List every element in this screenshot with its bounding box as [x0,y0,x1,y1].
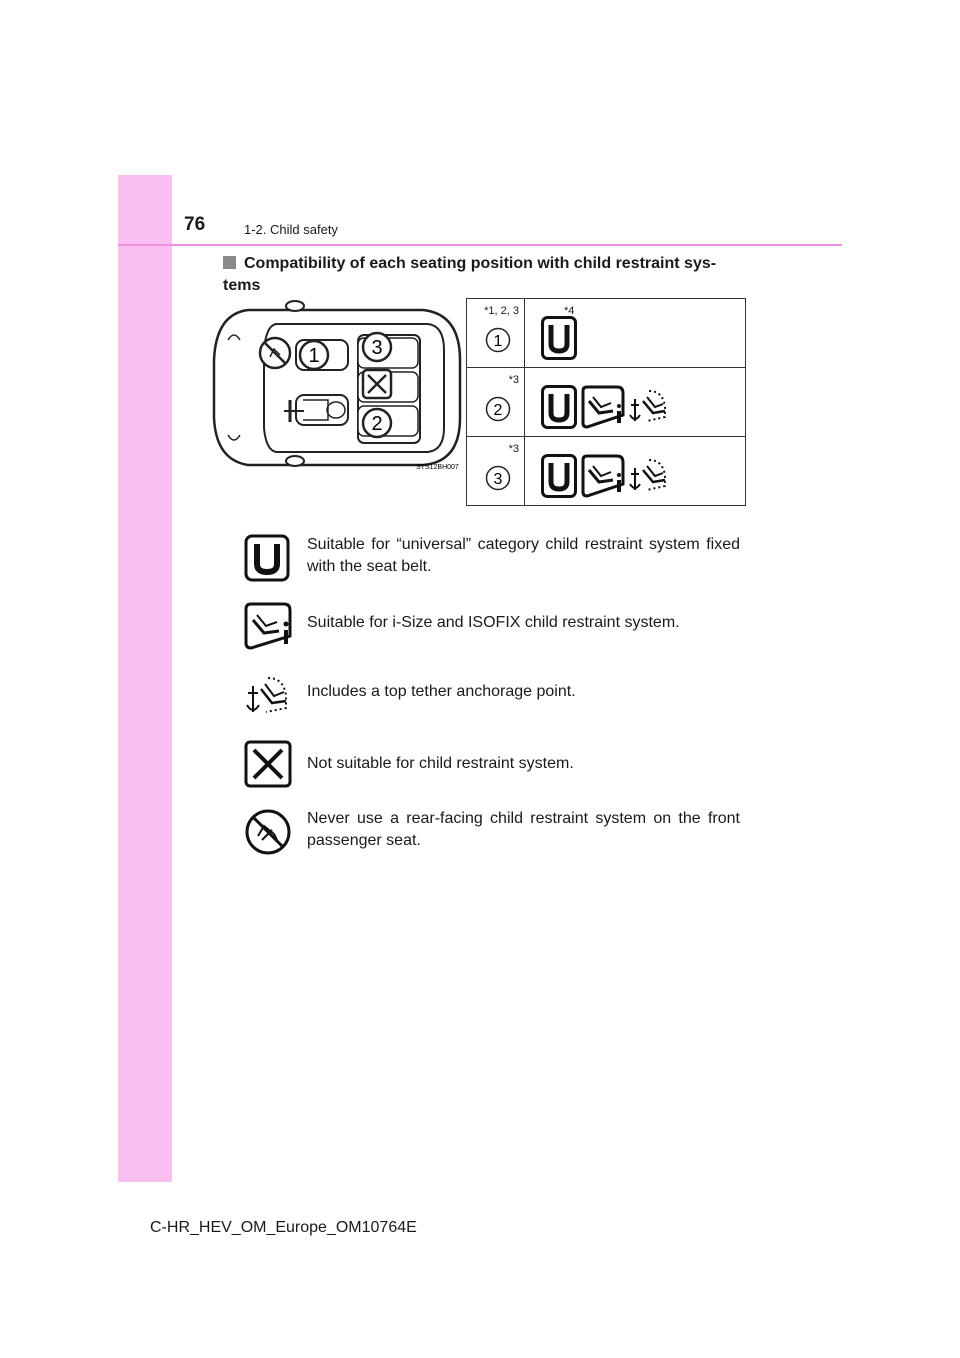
isofix-icon [581,454,625,498]
svg-text:1: 1 [493,333,503,350]
footnote-ref: *3 [508,374,519,386]
seat-cell [467,437,525,506]
seat-3-label: 3 [371,337,383,359]
top-tether-icon [629,456,669,496]
legend-item [244,534,740,582]
legend-item [244,808,740,856]
seat-2-label: 2 [371,413,383,435]
icons-cell [525,368,746,437]
isofix-icon [244,602,292,650]
seat-cell [467,368,525,437]
svg-text:2: 2 [493,402,503,419]
driver-head [327,402,345,418]
table-row [467,437,746,506]
universal-icon [541,385,577,429]
seat-1-label: 1 [308,345,320,367]
legend-text: Never use a rear-facing child restraint system on the front passenger seat. [307,810,740,849]
section-title: 1-2. Child safety [244,222,338,237]
table-row [467,299,746,368]
seat-cell [467,299,525,368]
top-tether-icon [244,672,292,720]
footnote-ref: *1, 2, 3 [484,305,519,317]
seat-number-icon [485,396,511,422]
isofix-icon [581,385,625,429]
footnote-ref: *3 [508,443,519,455]
legend-text: Suitable for i-Size and ISOFIX child restraint system. [307,614,680,631]
side-band [118,175,172,1182]
svg-text:3: 3 [493,471,503,488]
universal-icon [541,316,577,360]
header-divider [118,244,842,246]
universal-icon [244,534,292,582]
table-row [467,368,746,437]
icons-cell [525,437,746,506]
legend-item [244,602,680,650]
mirror-right [286,456,304,466]
legend-text: Suitable for “universal” category child restraint system fixed with the seat belt. [307,536,740,575]
compatibility-table [466,298,746,506]
heading-text: Compatibility of each seating position with child restraint sys- tems [223,255,717,294]
bullet-square-icon [223,256,236,269]
footer-doc-code: C-HR_HEV_OM_Europe_OM10764E [150,1219,417,1236]
mirror-left [286,301,304,311]
not-suitable-icon [244,740,292,788]
page-number: 76 [184,214,206,235]
legend-item [244,740,574,788]
seat-number-icon [485,327,511,353]
figure-code: STS12BH007 [416,464,459,471]
legend-item [244,672,576,720]
footnote-ref: *4 [564,305,575,317]
car-seating-diagram [208,300,468,475]
universal-icon [541,454,577,498]
legend-text: Not suitable for child restraint system. [307,755,574,772]
legend-text: Includes a top tether anchorage point. [307,683,576,700]
top-tether-icon [629,387,669,427]
seat-number-icon [485,465,511,491]
section-heading [223,253,753,297]
no-rear-facing-icon [244,808,292,856]
icons-cell [525,299,746,368]
